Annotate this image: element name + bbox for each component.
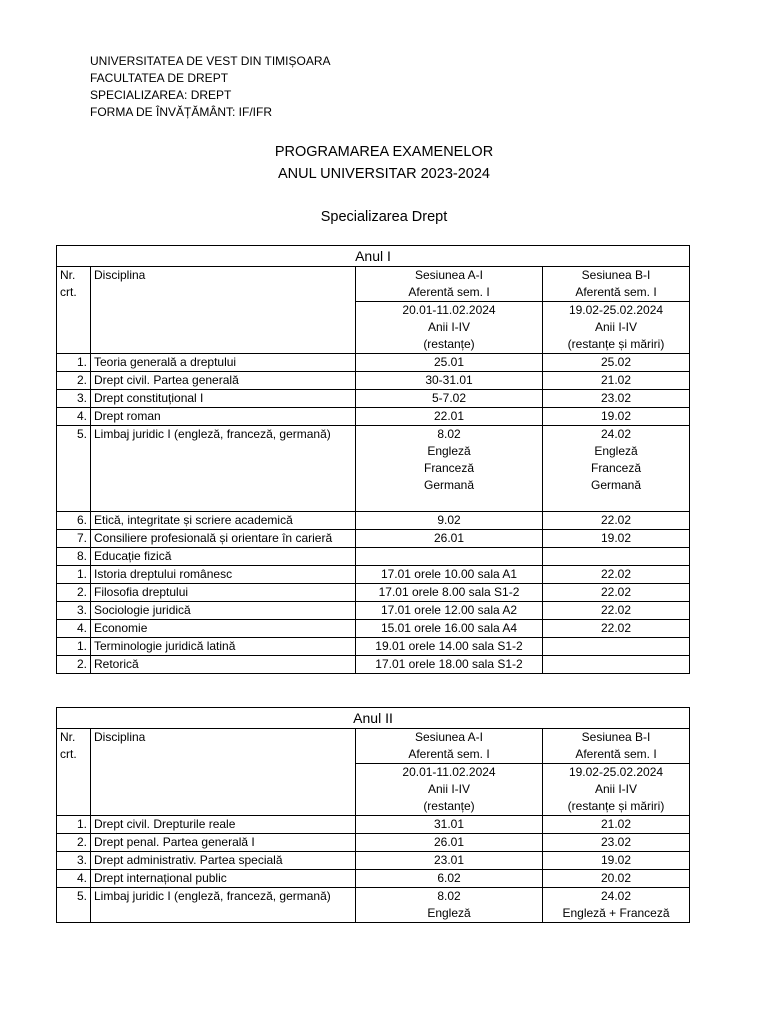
session-a-header: Sesiunea A-I Aferentă sem. I <box>356 267 543 302</box>
discipline-name: Istoria dreptului românesc <box>91 566 356 584</box>
nr-label: Nr. <box>60 268 76 282</box>
session-a-date: 17.01 orele 12.00 sala A2 <box>356 602 543 620</box>
faculty-name: FACULTATEA DE DREPT <box>90 71 229 85</box>
row-number: 3. <box>57 852 91 870</box>
nr-label: Nr. <box>60 730 76 744</box>
discipline-name: Sociologie juridică <box>91 602 356 620</box>
table-row <box>57 656 690 674</box>
session-a-date <box>356 548 543 566</box>
table-row <box>57 548 690 566</box>
session-b-date: 19.02 <box>543 408 690 426</box>
session-a-date: 19.01 orele 14.00 sala S1-2 <box>356 638 543 656</box>
session-b-date: 19.02 <box>543 852 690 870</box>
table-row <box>57 512 690 530</box>
row-number: 4. <box>57 620 91 638</box>
session-b-date: 22.02 <box>543 620 690 638</box>
year-2-table <box>56 707 690 923</box>
year-2-rows <box>57 816 690 923</box>
specialization: SPECIALIZAREA: DREPT <box>90 88 232 102</box>
session-b-date: 25.02 <box>543 354 690 372</box>
table-row <box>57 566 690 584</box>
session-a-period: 20.01-11.02.2024 Anii I-IV (restanțe) <box>356 764 543 816</box>
session-b-date: 19.02 <box>543 530 690 548</box>
table-row <box>57 530 690 548</box>
session-b-date: 23.02 <box>543 834 690 852</box>
row-number: 3. <box>57 602 91 620</box>
year-1-label: Anul I <box>57 246 690 267</box>
discipline-name: Limbaj juridic I (engleză, franceză, germană) <box>91 888 356 923</box>
session-b-date: 21.02 <box>543 816 690 834</box>
session-b-date <box>543 548 690 566</box>
discipline-name: Drept civil. Drepturile reale <box>91 816 356 834</box>
session-b-period: 19.02-25.02.2024 Anii I-IV (restanțe și măriri) <box>543 764 690 816</box>
row-number: 3. <box>57 390 91 408</box>
document-title <box>0 141 768 185</box>
session-b-date: 24.02 Engleză Franceză Germană <box>543 426 690 512</box>
session-a-date: 17.01 orele 18.00 sala S1-2 <box>356 656 543 674</box>
session-b-date: 24.02 Engleză + Franceză <box>543 888 690 923</box>
session-a-date: 6.02 <box>356 870 543 888</box>
session-b-date: 22.02 <box>543 602 690 620</box>
discipline-header: Disciplina <box>91 729 356 816</box>
study-form: FORMA DE ÎNVĂȚĂMÂNT: IF/IFR <box>90 105 273 119</box>
discipline-name: Terminologie juridică latină <box>91 638 356 656</box>
session-a-date: 17.01 orele 10.00 sala A1 <box>356 566 543 584</box>
discipline-name: Etică, integritate și scriere academică <box>91 512 356 530</box>
row-number: 1. <box>57 566 91 584</box>
discipline-name: Limbaj juridic I (engleză, franceză, germană) <box>91 426 356 512</box>
table-row <box>57 602 690 620</box>
table-row <box>57 852 690 870</box>
session-a-header: Sesiunea A-I Aferentă sem. I <box>356 729 543 764</box>
session-b-date: 20.02 <box>543 870 690 888</box>
session-a-date: 9.02 <box>356 512 543 530</box>
session-a-date: 5-7.02 <box>356 390 543 408</box>
table-row <box>57 354 690 372</box>
discipline-name: Drept roman <box>91 408 356 426</box>
table-row <box>57 408 690 426</box>
session-b-date: 21.02 <box>543 372 690 390</box>
session-b-date: 22.02 <box>543 512 690 530</box>
table-row <box>57 870 690 888</box>
table-row <box>57 584 690 602</box>
row-number: 2. <box>57 372 91 390</box>
discipline-header: Disciplina <box>91 267 356 354</box>
session-a-date: 23.01 <box>356 852 543 870</box>
table-row <box>57 390 690 408</box>
institution-header <box>90 53 331 121</box>
session-a-date: 25.01 <box>356 354 543 372</box>
session-b-date: 22.02 <box>543 584 690 602</box>
row-number: 4. <box>57 870 91 888</box>
discipline-name: Drept internațional public <box>91 870 356 888</box>
discipline-name: Drept civil. Partea generală <box>91 372 356 390</box>
table-row <box>57 834 690 852</box>
table-row <box>57 638 690 656</box>
table-row <box>57 620 690 638</box>
discipline-name: Drept penal. Partea generală I <box>91 834 356 852</box>
session-a-date: 31.01 <box>356 816 543 834</box>
session-b-date: 23.02 <box>543 390 690 408</box>
document-subtitle: Specializarea Drept <box>320 209 448 225</box>
session-b-date <box>543 656 690 674</box>
table-row <box>57 816 690 834</box>
row-number: 4. <box>57 408 91 426</box>
session-a-date: 15.01 orele 16.00 sala A4 <box>356 620 543 638</box>
session-a-date: 8.02 Engleză <box>356 888 543 923</box>
session-b-date <box>543 638 690 656</box>
row-number: 2. <box>57 584 91 602</box>
session-b-header: Sesiunea B-I Aferentă sem. I <box>543 267 690 302</box>
session-a-date: 26.01 <box>356 834 543 852</box>
row-number: 8. <box>57 548 91 566</box>
table-row <box>57 426 690 512</box>
discipline-name: Consiliere profesională și orientare în carieră <box>91 530 356 548</box>
title-line-1: PROGRAMAREA EXAMENELOR <box>274 144 494 160</box>
table-row <box>57 888 690 923</box>
year-2-label: Anul II <box>57 708 690 729</box>
year-1-rows <box>57 354 690 674</box>
session-a-date: 30-31.01 <box>356 372 543 390</box>
row-number: 2. <box>57 656 91 674</box>
discipline-name: Economie <box>91 620 356 638</box>
university-name: UNIVERSITATEA DE VEST DIN TIMIȘOARA <box>90 54 331 68</box>
discipline-name: Educație fizică <box>91 548 356 566</box>
nr-header <box>57 729 91 816</box>
session-a-date: 17.01 orele 8.00 sala S1-2 <box>356 584 543 602</box>
session-b-header: Sesiunea B-I Aferentă sem. I <box>543 729 690 764</box>
discipline-name: Retorică <box>91 656 356 674</box>
row-number: 1. <box>57 816 91 834</box>
row-number: 1. <box>57 638 91 656</box>
row-number: 2. <box>57 834 91 852</box>
discipline-name: Drept constituțional I <box>91 390 356 408</box>
nr-header <box>57 267 91 354</box>
year-1-table <box>56 245 690 674</box>
row-number: 5. <box>57 888 91 923</box>
row-number: 6. <box>57 512 91 530</box>
discipline-name: Teoria generală a dreptului <box>91 354 356 372</box>
session-a-date: 22.01 <box>356 408 543 426</box>
session-b-period: 19.02-25.02.2024 Anii I-IV (restanțe și măriri) <box>543 302 690 354</box>
session-a-date: 8.02 Engleză Franceză Germană <box>356 426 543 512</box>
table-row <box>57 372 690 390</box>
session-a-period: 20.01-11.02.2024 Anii I-IV (restanțe) <box>356 302 543 354</box>
row-number: 5. <box>57 426 91 512</box>
row-number: 1. <box>57 354 91 372</box>
session-b-date: 22.02 <box>543 566 690 584</box>
title-line-2: ANUL UNIVERSITAR 2023-2024 <box>278 166 490 182</box>
session-a-date: 26.01 <box>356 530 543 548</box>
crt-label: crt. <box>60 747 77 761</box>
row-number: 7. <box>57 530 91 548</box>
discipline-name: Drept administrativ. Partea specială <box>91 852 356 870</box>
crt-label: crt. <box>60 285 77 299</box>
discipline-name: Filosofia dreptului <box>91 584 356 602</box>
